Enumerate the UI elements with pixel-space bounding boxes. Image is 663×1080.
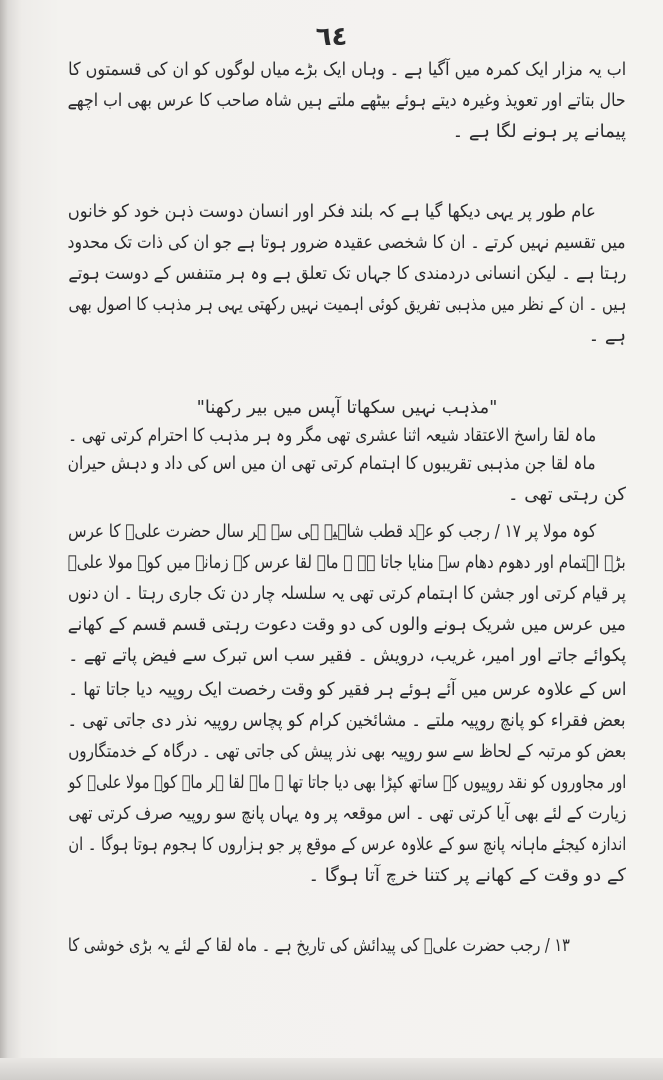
text-line-content: میں تقسیم نہیں کرتے ۔ ان کا شخصی عقیدہ ضرور ہوتا ہے جو ان کی ذات تک محدود [68, 232, 626, 253]
text-line [68, 116, 626, 147]
text-line-content: بعض کو مرتبہ کے لحاظ سے سو روپیہ بھی نذر پیش کی جاتی تھی ۔ درگاہ کے خدمتگاروں [68, 741, 626, 762]
text-line [68, 767, 626, 798]
text-line [68, 448, 626, 479]
paragraph [68, 54, 626, 147]
text-line-content: بڑے اہتمام اور دھوم دھام سے منایا جاتا ہے ۔ ماہ لقا عرس کے زمانے میں کوہ مولا علیؑ [68, 552, 626, 573]
paragraph [68, 420, 626, 451]
text-line [68, 516, 626, 547]
text-line-content: ۱۳ / رجب حضرت علیؑ کی پیدائش کی تاریخ ہے ۔ ماہ لقا کے لئے یہ بڑی خوشی کا [67, 935, 570, 956]
text-line-content: اس کے علاوہ عرس میں آئے ہوئے ہر فقیر کو وقت رخصت ایک روپیہ دیا جاتا تھا ۔ [68, 679, 626, 700]
text-line-content: پکوائے جاتے اور امیر، غریب، درویش ۔ فقیر سب اس تبرک سے فیض پاتے تھے ۔ [68, 645, 626, 666]
text-line [68, 829, 626, 860]
text-line-content: حال بتاتے اور تعویذ وغیرہ دیتے ہوئے بیٹھے ملتے ہیں شاہ صاحب کا عرس بھی اب اچھے [68, 90, 626, 111]
text-line [68, 196, 626, 227]
text-line-content: پر قیام کرتی اور جشن کا اہتمام کرتی تھی یہ سلسلہ چار دن تک جاری رہتا ۔ ان دنوں [68, 583, 626, 604]
text-line [68, 736, 626, 767]
text-line [68, 674, 626, 705]
text-line [68, 479, 626, 510]
text-line [68, 85, 626, 116]
text-line-content: زیارت کے لئے بھی آیا کرتی تھی ۔ اس موقعہ پر وہ یہاں پانچ سو روپیہ صرف کرتی تھی [68, 803, 626, 824]
text-line-content: عام طور پر یہی دیکھا گیا ہے کہ بلند فکر اور انسان دوست ذہن خود کو خانوں [68, 201, 596, 222]
section-heading: "مذہب نہیں سکھاتا آپس میں بیر رکھنا" [196, 397, 498, 418]
text-line [68, 798, 626, 829]
text-line-content: ہے ۔ [588, 325, 626, 346]
text-line-content: رہتا ہے ۔ لیکن انسانی دردمندی کا جہاں تک تعلق ہے وہ ہر متنفس کے دوست ہوتے [68, 263, 626, 284]
text-line [68, 705, 626, 736]
page-bottom-edge [0, 1058, 663, 1080]
text-line-content: ماہ لقا جن مذہبی تقریبوں کا اہتمام کرتی تھی ان میں اس کی داد و دہش حیران [68, 453, 596, 474]
text-line-content: کن رہتی تھی ۔ [508, 484, 626, 505]
paragraph [68, 448, 626, 510]
text-line-content: میں عرس میں شریک ہونے والوں کی دو وقت دعوت رہتی قسم قسم کے کھانے [68, 614, 626, 635]
text-line [68, 289, 626, 320]
text-line-content: کوہ مولا پر ۱۷ / رجب کو عہد قطب شاہیہ ہی سے ہر سال حضرت علیؑ کا عرس [68, 521, 596, 542]
text-line [68, 227, 626, 258]
text-line [68, 640, 626, 671]
text-line [68, 578, 626, 609]
text-line [68, 320, 626, 351]
text-line-content: بعض فقراء کو پانچ روپیہ ملتے ۔ مشائخین کرام کو پچاس روپیہ نذر دی جاتی تھی ۔ [68, 710, 626, 731]
text-line [68, 860, 626, 891]
page-number: ٦٤ [315, 22, 348, 52]
text-line-content: ماہ لقا راسخ الاعتقاد شیعہ اثنا عشری تھی مگر وہ ہر مذہب کا احترام کرتی تھی ۔ [68, 425, 596, 446]
text-line [68, 609, 626, 640]
text-line-content: اور مجاوروں کو نقد روپیوں کے ساتھ کپڑا بھی دیا جاتا تھا ۔ ماہ لقا ہر ماہ کوہ مولا علیؑ کو [68, 772, 626, 793]
text-line [68, 547, 626, 578]
paragraph [68, 516, 626, 671]
text-line [68, 930, 626, 961]
text-line [68, 420, 626, 451]
text-line [68, 54, 626, 85]
paragraph [68, 930, 626, 961]
text-line [68, 258, 626, 289]
text-line-content: اب یہ مزار ایک کمرہ میں آگیا ہے ۔ وہاں ایک بڑے میاں لوگوں کو ان کی قسمتوں کا [68, 59, 626, 80]
text-line-content: پیمانے پر ہونے لگا ہے ۔ [452, 121, 626, 142]
text-line-content: اندازہ کیجئے ماہانہ پانچ سو کے علاوہ عرس کے موقع پر جو ہزاروں کا ہجوم ہوتا ہوگا ۔ ان [68, 834, 626, 855]
paragraph [68, 674, 626, 891]
text-line-content: کے دو وقت کے کھانے پر کتنا خرچ آتا ہوگا ۔ [308, 865, 626, 886]
text-line-content: ہیں ۔ ان کے نظر میں مذہبی تفریق کوئی اہمیت نہیں رکھتی یہی ہر مذہب کا اصول بھی [68, 294, 626, 315]
paragraph [68, 196, 626, 351]
